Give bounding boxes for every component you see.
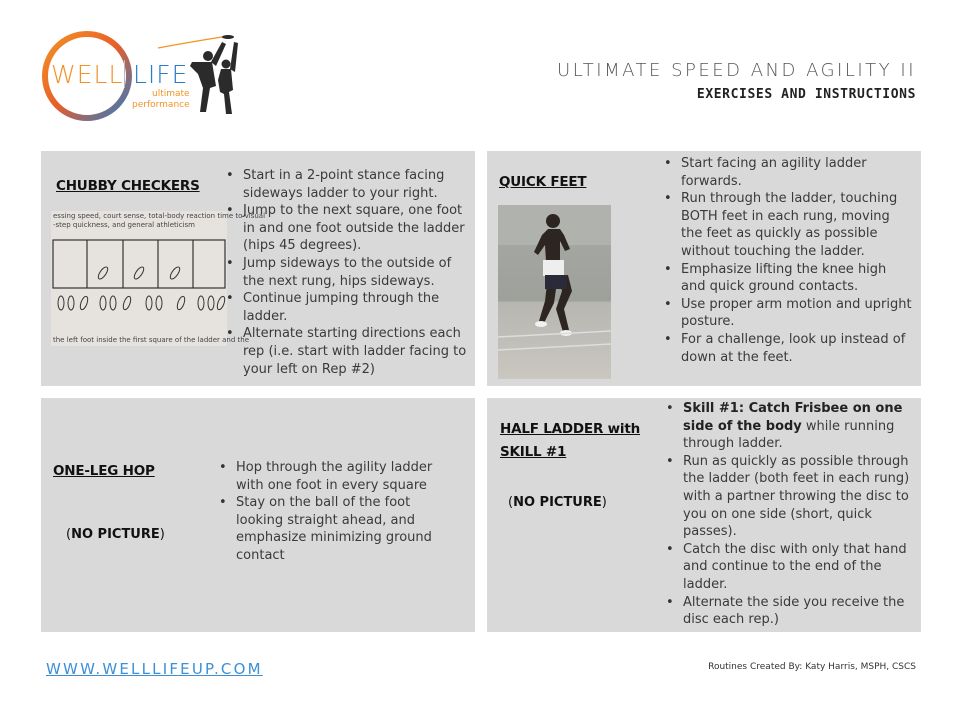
logo-text-life: LIFE [133,60,189,89]
list-item: • Start in a 2-point stance facing sideways ladder to your right. [224,167,476,202]
list-item: • Jump sideways to the outside of the next rung, hips sideways. [224,255,476,290]
list-item: • Hop through the agility ladder with one foot in every square [217,459,457,494]
page-title: ULTIMATE SPEED AND AGILITY II [557,60,916,81]
instruction-list [662,155,912,366]
list-item: • Alternate the side you receive the disc each rep.) [664,594,912,629]
runner-shorts [545,275,567,289]
photo-caption-top: essing speed, court sense, total-body reaction time to visual [53,212,266,220]
card-half-ladder-skill [487,398,921,632]
instruction-list [664,400,912,629]
welllife-logo [40,28,240,124]
no-picture-label: (NO PICTURE) [66,527,165,542]
page-subtitle: EXERCISES AND INSTRUCTIONS [696,87,916,102]
list-item: • Stay on the ball of the foot looking straight ahead, and emphasize minimizing ground contact [217,494,457,564]
card-title-line2: SKILL #1 [500,444,567,460]
logo-divider [124,60,125,88]
instruction-list [224,167,476,378]
card-chubby-checkers [41,151,475,386]
list-item: • Catch the disc with only that hand and continue to the end of the ladder. [664,541,912,594]
card-title: QUICK FEET [499,174,587,190]
runner-shirt [543,260,564,276]
list-item: • Run as quickly as possible through the ladder (both feet in each rung) with a partner throwing the disc to you on one side (short, quick passes). [664,453,912,541]
list-item: • Jump to the next square, one foot in and one foot outside the ladder (hips 45 degrees). [224,202,476,255]
logo-text-well: WELL [51,60,124,89]
list-item: • For a challenge, look up instead of down at the feet. [662,331,912,366]
no-picture-label: (NO PICTURE) [508,495,607,510]
skill-rest: while running through ladder. [683,418,895,452]
instruction-list [217,459,457,565]
list-item: • Alternate starting directions each rep (i.e. start with ladder facing to your left on Rep #2) [224,325,476,378]
card-title: ONE-LEG HOP [53,463,155,479]
list-item: • Emphasize lifting the knee high and quick ground contacts. [662,261,912,296]
list-item: • Use proper arm motion and upright posture. [662,296,912,331]
list-item: • Run through the ladder, touching BOTH feet in each rung, moving the feet as quickly as possible without touching the ladder. [662,190,912,260]
skill-highlight: Skill #1: Catch Frisbee on one side of the body [683,401,903,434]
logo-tag-performance: performance [132,100,190,110]
card-one-leg-hop [41,398,475,632]
ladder-footprint-diagram [51,211,227,346]
photo-caption-bottom: the left foot inside the first square of the ladder and the [53,336,250,344]
card-quick-feet [487,151,921,386]
card-title: CHUBBY CHECKERS [56,178,200,194]
ladder-diagram-photo [51,211,266,346]
runner-figure-icon [498,205,611,379]
list-item: • Start facing an agility ladder forwards. [662,155,912,190]
website-link[interactable]: WWW.WELLLIFEUP.COM [46,660,263,678]
list-item: • Continue jumping through the ladder. [224,290,476,325]
credit-text: Routines Created By: Katy Harris, MSPH, CSCS [708,662,916,672]
logo-tag-ultimate: ultimate [152,89,190,99]
card-title-line1: HALF LADDER with [500,421,641,437]
runner-photo [498,205,611,379]
players-silhouette-icon [190,35,238,114]
photo-caption-top-2: -step quickness, and general athleticism [53,221,196,229]
list-item [664,400,912,453]
